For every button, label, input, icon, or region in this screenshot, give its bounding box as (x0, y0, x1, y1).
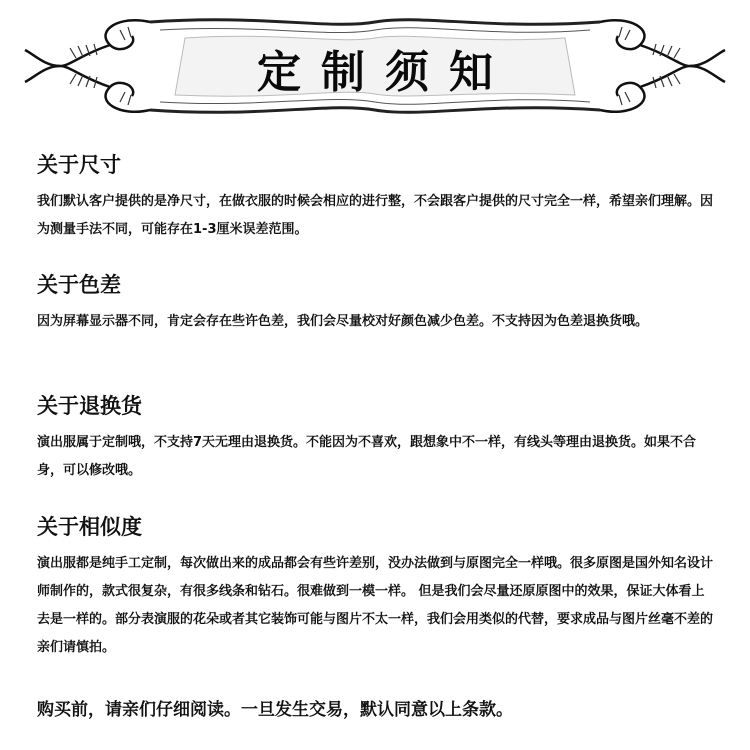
section-body: 我们默认客户提供的是净尺寸，在做衣服的时候会相应的进行整，不会跟客户提供的尺寸完全一样，希望亲们理解。因为测量手法不同，可能存在1-3厘米误差范围。 (37, 194, 714, 237)
section-size (37, 152, 717, 244)
section-title: 关于色差 (37, 273, 121, 297)
section-returns (37, 393, 717, 485)
footer-notice: 购买前，请亲们仔细阅读。一旦发生交易，默认同意以上条款。 (37, 700, 513, 720)
section-body: 因为屏幕显示器不同，肯定会存在些许色差，我们会尽量校对好颜色减少色差。不支持因为色差退换货哦。 (37, 314, 649, 329)
section-body: 演出服属于定制哦，不支持7天无理由退换货。不能因为不喜欢，跟想象中不一样，有线头等理由退换货。如果不合身，可以修改哦。 (37, 435, 697, 478)
section-title: 关于相似度 (37, 515, 142, 539)
section-title: 关于尺寸 (37, 153, 121, 177)
section-similarity (37, 514, 717, 662)
section-body: 演出服都是纯手工定制，每次做出来的成品都会有些许差别，没办法做到与原图完全一样哦。很多原图是国外知名设计师制作的，款式很复杂，有很多线条和钻石。很难做到一模一样。 但是我们会尽量还原原图中的效果，保证大体看上去是一样的。部分表演服的花朵或者其它装饰可能与图片不太一样，我们会用类似的代替，要求成品与图片丝毫不差的亲们请慎拍。 (37, 556, 714, 655)
title-banner (0, 0, 750, 130)
page-title: 定制须知 (257, 47, 513, 98)
section-title: 关于退换货 (37, 394, 142, 418)
section-color (37, 272, 717, 336)
